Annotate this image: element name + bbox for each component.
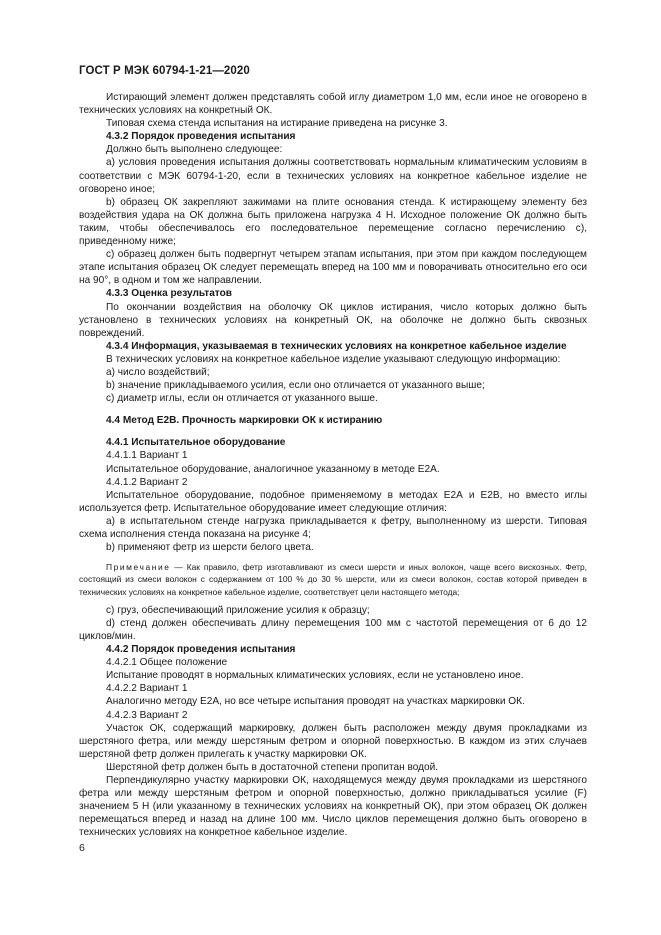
list-item: с) образец должен быть подвергнут четырем этапам испытания, при этом при каждом последующем этапе испытания образец ОК следует перемещать вперед на 100 мм и поворачивать относительно его оси на 90°, в одном и том же направлении. — [79, 249, 587, 287]
paragraph: Аналогично методу Е2А, но все четыре испытания проводят на участках маркировки ОК. — [106, 696, 525, 708]
note-label: Примечание — [106, 562, 171, 573]
subsection-number: 4.4.2.1 Общее положение — [106, 657, 228, 669]
paragraph: В технических условиях на конкретное кабельное изделие указывают следующую информацию: — [106, 353, 561, 365]
list-item: b) применяют фетр из шерсти белого цвета. — [106, 542, 314, 554]
section-heading: 4.3.2 Порядок проведения испытания — [106, 131, 296, 143]
subsection-number: 4.4.1.2 Вариант 2 — [106, 476, 188, 488]
list-item: а) условия проведения испытания должны соответствовать нормальным климатическим условиям в соответствии с МЭК 60794-1-20, если в технических условиях на конкретное кабельное изделие не оговорено иное; — [79, 157, 587, 195]
paragraph: Типовая схема стенда испытания на истирание приведена на рисунке 3. — [106, 118, 448, 130]
section-heading: 4.3.3 Оценка результатов — [106, 288, 232, 300]
section-heading: 4.4.1 Испытательное оборудование — [106, 437, 286, 449]
paragraph: По окончании воздействия на оболочку ОК циклов истирания, число которых должно быть установлено в технических условиях на конкретный ОК, на оболочке не должно быть сквозных повреждений. — [79, 301, 587, 339]
subsection-number: 4.4.1.1 Вариант 1 — [106, 450, 188, 462]
list-item: b) значение прикладываемого усилия, если оно отличается от указанного выше; — [106, 380, 485, 392]
paragraph: Перпендикулярно участку маркировки ОК, находящемуся между двумя прокладками из шерстяного фетра или между шерстяным фетром и опорной поверхностью, должно прикладываться усилие (F) значением 5 Н (или указанному в технических условиях на конкретный ОК), при этом образец ОК должен перемещаться вперед и назад на длине 100 мм. Число циклов перемещения должно быть оговорено в технических условиях на конкретное кабельное изделие. — [79, 775, 587, 839]
paragraph: Шерстяной фетр должен быть в достаточной степени пропитан водой. — [106, 761, 439, 773]
paragraph: Испытательное оборудование, подобное применяемому в методах Е2А и Е2В, но вместо иглы используется фетр. Испытательное оборудование имеет следующие отличия: — [79, 489, 587, 514]
document-body — [79, 91, 587, 839]
section-heading: 4.3.4 Информация, указываемая в технических условиях на конкретное кабельное изделие — [106, 340, 567, 352]
method-heading: 4.4 Метод Е2В. Прочность маркировки ОК к истиранию — [106, 415, 383, 427]
list-item: d) стенд должен обеспечивать длину перемещения 100 мм с частотой перемещения от 6 до 12 циклов/мин. — [79, 617, 587, 642]
section-heading: 4.4.2 Порядок проведения испытания — [106, 644, 296, 656]
paragraph: Истирающий элемент должен представлять собой иглу диаметром 1,0 мм, если иное не оговорено в технических условиях на конкретный ОК. — [79, 92, 587, 117]
subsection-number: 4.4.2.3 Вариант 2 — [106, 709, 188, 721]
list-item: с) груз, обеспечивающий приложение усилия к образцу; — [106, 604, 370, 616]
paragraph: Испытательное оборудование, аналогичное указанному в методе Е2А. — [106, 463, 440, 475]
note — [79, 561, 587, 598]
document-header: ГОСТ Р МЭК 60794-1-21—2020 — [79, 65, 250, 77]
paragraph: Участок ОК, содержащий маркировку, должен быть расположен между двумя прокладками из шерстяного фетра, или между шерстяным фетром и опорной поверхностью. В каждом из этих случаев шерстяной фетр должен прилегать к участку маркировки ОК. — [79, 722, 587, 760]
list-item: а) число воздействий; — [106, 366, 210, 378]
paragraph: Испытание проводят в нормальных климатических условиях, если не установлено иное. — [106, 670, 524, 682]
note-text: — Как правило, фетр изготавливают из смеси шерсти и иных волокон, чаще всего вискозных. Фетр, состоящий из смеси волокон с содержанием от 100 % до 30 % шерсти, или из смеси волокон, состав которой приведен в технических условиях на конкретное кабельное изделие, соответствует цели настоящего метода; — [79, 562, 587, 597]
list-item: а) в испытательном стенде нагрузка прикладывается к фетру, выполненному из шерсти. Типовая схема исполнения стенда показана на рисунке 4; — [79, 515, 587, 540]
list-item: b) образец ОК закрепляют зажимами на плите основания стенда. К истирающему элементу без воздействия удара на ОК должна быть приложена нагрузка 4 Н. Исходное положение ОК должно быть таким, чтобы обеспечивалось его последовательное перемещение согласно перечислению с), приведенному ниже; — [79, 196, 587, 248]
page-number: 6 — [79, 842, 85, 854]
subsection-number: 4.4.2.2 Вариант 1 — [106, 683, 188, 695]
list-item: с) диаметр иглы, если он отличается от указанного выше. — [106, 393, 378, 405]
paragraph: Должно быть выполнено следующее: — [106, 144, 283, 156]
